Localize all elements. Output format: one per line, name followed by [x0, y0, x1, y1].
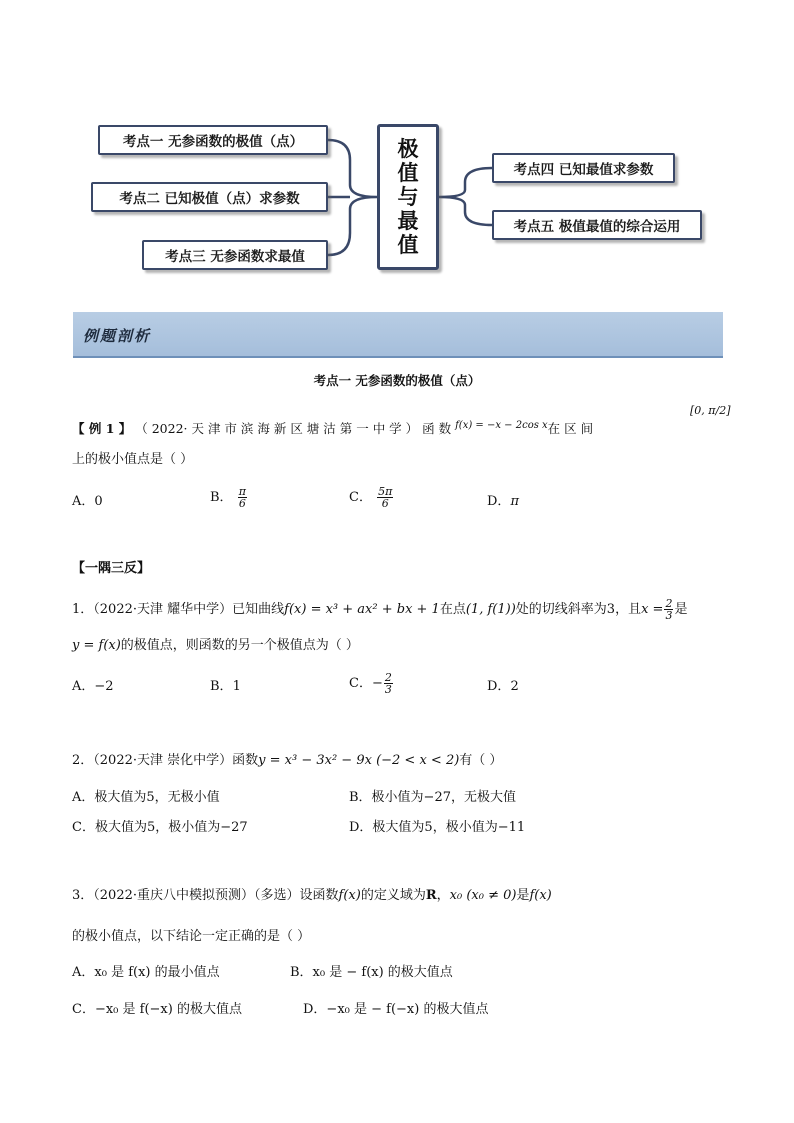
example-function: f(x) = −x − 2cos x [455, 420, 548, 431]
fraction-numerator: π [238, 485, 246, 498]
example-source: （ 2022· 天 津 市 滨 海 新 区 塘 沽 第 一 中 学 ） [135, 421, 419, 436]
example-1-line-1 [72, 420, 593, 440]
example-1-line-2: 上的极小值点是（ ） [72, 452, 194, 467]
example-text: 在 区 间 [547, 421, 594, 436]
example-1-option-a[interactable] [72, 493, 103, 511]
topic-label: 考点一 无参函数的极值（点） [122, 134, 304, 150]
topic-label: 考点四 已知最值求参数 [513, 162, 654, 178]
fraction-denominator: 3 [665, 609, 673, 622]
question-x-eq: x = [641, 602, 664, 617]
question-text: ，且 [615, 602, 642, 617]
section-banner [73, 312, 723, 358]
question-1-line-1 [72, 598, 687, 621]
option-value: 2 [510, 679, 519, 694]
question-1-option-d[interactable] [487, 678, 519, 696]
center-char: 最 [397, 209, 419, 233]
practice-header: 【一隅三反】 [72, 561, 151, 576]
section-title: 考点一 无参函数的极值（点） [313, 373, 481, 388]
question-real-set: R [425, 888, 437, 903]
option-letter: B． [210, 679, 233, 694]
question-text: 的极值点，则函数的另一个极值点为（ ） [120, 638, 359, 653]
question-number: 2． [72, 753, 94, 768]
question-function: y = x³ − 3x² − 9x (−2 < x < 2) [258, 753, 460, 768]
question-3-option-c[interactable]: C．−x₀ 是 f(−x) 的极大值点 [72, 1002, 242, 1017]
option-value: 1 [232, 679, 241, 694]
option-value: −2 [94, 679, 114, 694]
option-fraction [238, 486, 247, 509]
topic-label: 考点二 已知极值（点）求参数 [119, 191, 300, 207]
question-function: f(x) [338, 888, 361, 903]
question-fraction [664, 598, 673, 621]
fraction-numerator: 5π [378, 485, 393, 498]
question-source: （2022·天津 耀华中学） [93, 602, 233, 617]
question-2-option-b[interactable]: B．极小值为−27，无极大值 [349, 790, 516, 805]
question-text: 是 [516, 888, 530, 903]
fraction-denominator: 6 [381, 497, 389, 510]
example-1-option-d[interactable] [487, 493, 519, 511]
question-2-option-d[interactable]: D．极大值为5，极小值为−11 [349, 820, 526, 835]
example-1-option-b[interactable] [210, 486, 248, 509]
question-2-option-c[interactable]: C．极大值为5，极小值为−27 [72, 820, 248, 835]
option-letter: C． [349, 490, 372, 505]
option-letter: B． [210, 490, 233, 505]
question-text: 已知曲线 [232, 602, 285, 617]
question-function: f(x) = x³ + ax² + bx + 1 [284, 602, 440, 617]
topic-box-2 [91, 182, 328, 212]
center-char: 值 [397, 233, 419, 257]
example-text: 函 数 [422, 421, 452, 436]
question-slope: 3 [606, 602, 616, 617]
option-sign: − [371, 676, 383, 691]
question-source: （2022·重庆八中模拟预测）（多选） [93, 888, 300, 903]
mindmap-center [377, 124, 439, 270]
question-function: y = f(x) [72, 638, 121, 653]
question-text: 的定义域为 [360, 888, 426, 903]
question-text: 设函数 [299, 888, 339, 903]
question-text: 在点 [439, 602, 466, 617]
question-3-option-b[interactable]: B．x₀ 是 − f(x) 的极大值点 [290, 965, 453, 980]
option-fraction [377, 486, 393, 509]
fraction-denominator: 3 [384, 683, 392, 696]
question-2-option-a[interactable]: A．极大值为5，无极小值 [72, 790, 220, 805]
question-2-line-1 [72, 752, 502, 770]
question-number: 1． [72, 602, 94, 617]
question-text: 是 [674, 602, 688, 617]
question-text: 函数 [232, 753, 259, 768]
question-source: （2022·天津 崇化中学） [93, 753, 233, 768]
topic-label: 考点三 无参函数求最值 [165, 249, 305, 265]
question-1-option-b[interactable] [210, 678, 241, 696]
option-value: 0 [94, 494, 103, 509]
option-letter: A． [72, 679, 95, 694]
fraction-numerator: 2 [384, 671, 392, 684]
question-text: 有（ ） [459, 753, 503, 768]
option-letter: C． [349, 676, 372, 691]
option-value: π [510, 494, 519, 509]
question-function: f(x) [529, 888, 552, 903]
question-1-option-a[interactable] [72, 678, 114, 696]
topic-box-1 [98, 125, 328, 155]
question-x0: x₀ (x₀ ≠ 0) [449, 888, 517, 903]
question-1-option-c[interactable] [349, 672, 394, 695]
option-letter: A． [72, 494, 95, 509]
example-interval: [0, π/2] [690, 404, 731, 417]
fraction-denominator: 6 [238, 497, 246, 510]
option-fraction [384, 672, 393, 695]
question-3-option-a[interactable]: A．x₀ 是 f(x) 的最小值点 [72, 965, 220, 980]
example-1-option-c[interactable] [349, 486, 394, 509]
fraction-numerator: 2 [665, 597, 673, 610]
center-char: 值 [397, 161, 419, 185]
center-char: 极 [397, 137, 419, 161]
topic-box-5 [492, 210, 702, 240]
question-text: 处的切线斜率为 [515, 602, 607, 617]
topic-box-4 [492, 153, 675, 183]
banner-title: 例题剖析 [83, 327, 152, 345]
question-3-line-2: 的极小值点，以下结论一定正确的是（ ） [72, 929, 311, 944]
question-3-line-1 [72, 887, 552, 905]
question-3-option-d[interactable]: D．−x₀ 是 − f(−x) 的极大值点 [303, 1002, 489, 1017]
topic-box-3 [142, 240, 328, 270]
question-number: 3． [72, 888, 94, 903]
center-char: 与 [397, 185, 419, 209]
example-tag: 【 例 1 】 [72, 421, 132, 436]
option-letter: D． [487, 494, 511, 509]
topic-label: 考点五 极值最值的综合运用 [513, 219, 681, 235]
question-point: (1, f(1)) [465, 602, 516, 617]
option-letter: D． [487, 679, 511, 694]
question-text: ， [436, 888, 450, 903]
question-1-line-2 [72, 637, 359, 655]
